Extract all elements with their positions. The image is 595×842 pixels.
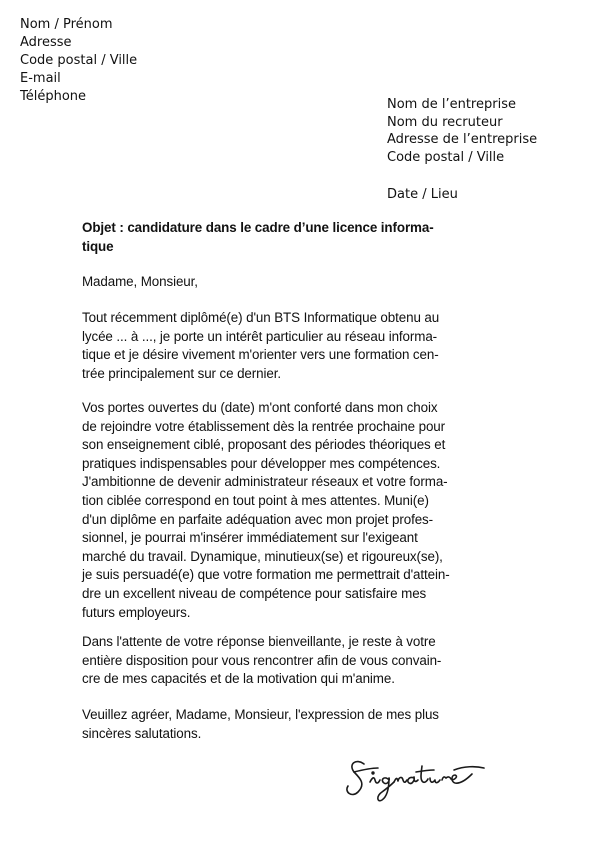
paragraph-line: son enseignement ciblé, proposant des périodes théoriques et — [82, 437, 446, 453]
paragraph-line: cre de mes capacités et de la motivation qui m'anime. — [82, 671, 395, 687]
paragraph-line: futurs employeurs. — [82, 604, 191, 620]
sender-address: Adresse — [20, 35, 72, 50]
date-place: Date / Lieu — [387, 187, 458, 202]
paragraph-3 — [82, 633, 522, 689]
sender-phone: Téléphone — [20, 89, 87, 104]
subject-line-text: tique — [82, 238, 114, 254]
paragraph-line: lycée ... à ..., je porte un intérêt particulier au réseau informa- — [82, 328, 438, 344]
recipient-address: Adresse de l’entreprise — [387, 132, 538, 147]
recipient-recruiter: Nom du recruteur — [387, 114, 503, 130]
paragraph-line: je suis persuadé(e) que votre formation me permettrait d'attein- — [82, 567, 450, 583]
handwritten-signature — [342, 746, 502, 806]
closing-paragraph — [82, 706, 522, 743]
paragraph-line: sionnel, je pourrai m'insérer immédiatement sur l'exigeant — [82, 530, 418, 546]
sender-email: E-mail — [20, 71, 61, 86]
paragraph-line: Veuillez agréer, Madame, Monsieur, l'expression de mes plus — [82, 707, 439, 722]
paragraph-line: dre un excellent niveau de compétence pour satisfaire mes — [82, 585, 427, 601]
paragraph-line: d'un diplôme en parfaite adéquation avec mon projet profes- — [82, 511, 433, 527]
paragraph-line: sincères salutations. — [82, 725, 202, 741]
sender-block — [20, 16, 137, 106]
paragraph-line: pratiques indispensables pour développer mes compétences. — [82, 455, 441, 471]
paragraph-line: Tout récemment diplômé(e) d'un BTS Informatique obtenu au — [82, 310, 440, 325]
paragraph-line: tion ciblée correspond en tout point à mes attentes. Muni(e) — [82, 492, 429, 508]
paragraph-1 — [82, 309, 522, 383]
paragraph-line: J'ambitionne de devenir administrateur réseaux et votre forma- — [82, 474, 448, 490]
paragraph-line: marché du travail. Dynamique, minutieux(se) et rigoureux(se), — [82, 548, 443, 564]
paragraph-line: de rejoindre votre établissement dès la rentrée prochaine pour — [82, 418, 446, 434]
sender-name: Nom / Prénom — [20, 17, 113, 32]
paragraph-line: Vos portes ouvertes du (date) m'ont conforté dans mon choix — [82, 400, 438, 415]
paragraph-line: entière disposition pour vous rencontrer afin de vous convain- — [82, 652, 442, 668]
recipient-block — [387, 96, 537, 166]
greeting: Madame, Monsieur, — [82, 274, 198, 289]
sender-postal-city: Code postal / Ville — [20, 53, 138, 68]
paragraph-line: tique et je désire vivement m'orienter vers une formation cen- — [82, 347, 439, 363]
paragraph-2 — [82, 399, 522, 622]
subject-line-text: Objet : candidature dans le cadre d’une licence informa- — [82, 220, 434, 235]
recipient-company: Nom de l’entreprise — [387, 97, 516, 112]
recipient-postal-city: Code postal / Ville — [387, 149, 505, 165]
paragraph-line: trée principalement sur ce dernier. — [82, 365, 281, 381]
paragraph-line: Dans l'attente de votre réponse bienveillante, je reste à votre — [82, 634, 436, 649]
subject-line — [82, 219, 522, 256]
